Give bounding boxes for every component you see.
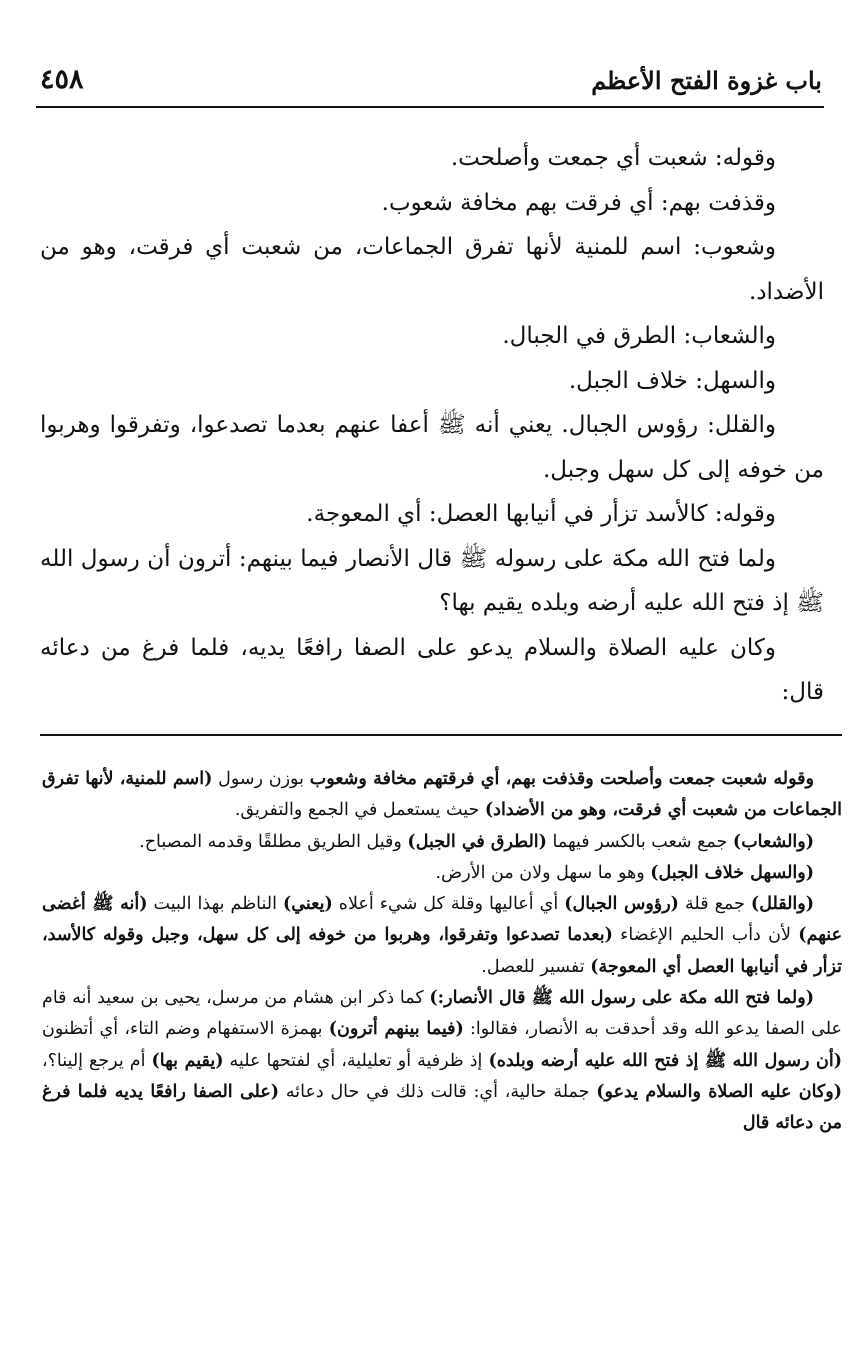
commentary-section	[42, 764, 842, 1140]
explanation-text: جملة حالية، أي: قالت ذلك في حال دعائه	[279, 1081, 597, 1102]
main-paragraph: ولما فتح الله مكة على رسوله ﷺ قال الأنصار فيما بينهم: أترون أن رسول الله ﷺ إذ فتح الله عليه أرضه وبلده يقيم بها؟	[40, 545, 824, 616]
quoted-text: (اسم للمنية، لأنها تفرق الجماعات من شعبت أي فرقت، وهو من الأضداد)	[42, 769, 842, 821]
commentary-paragraph	[42, 983, 842, 1139]
quoted-text: وقوله شعبت جمعت وأصلحت وقذفت بهم، أي فرقتهم مخافة وشعوب	[309, 769, 814, 789]
quoted-text: (بعدما تصدعوا وتفرقوا، وهربوا من خوفه إلى كل سهل، وجبل وقوله كالأسد، تزأر في أنيابها العصل أي المعوجة)	[42, 925, 842, 977]
main-text	[40, 136, 824, 715]
main-paragraph: وقوله: شعبت أي جمعت وأصلحت.	[450, 145, 776, 171]
explanation-text: الناظم بهذا البيت	[147, 894, 283, 915]
explanation-text: جمع شعب بالكسر فيهما	[546, 831, 733, 852]
chapter-title: باب غزوة الفتح الأعظم	[591, 66, 822, 95]
page-header	[36, 56, 824, 108]
quoted-text: (والقلل)	[750, 894, 815, 915]
explanation-text: تفسير للعصل.	[481, 956, 591, 977]
explanation-text: أي أعاليها وقلة كل شيء أعلاه	[332, 894, 565, 915]
quoted-text: (يعني)	[283, 894, 333, 915]
explanation-text: بوزن رسول	[212, 769, 310, 789]
commentary-paragraph	[42, 827, 842, 858]
explanation-text: حيث يستعمل في الجمع والتفريق.	[234, 800, 485, 821]
quoted-text: (وكان عليه الصلاة والسلام يدعو)	[596, 1081, 842, 1102]
footnote-divider	[40, 734, 842, 736]
main-paragraph: وكان عليه الصلاة والسلام يدعو على الصفا رافعًا يديه، فلما فرغ من دعائه قال:	[40, 634, 824, 705]
main-paragraph: وقذفت بهم: أي فرقت بهم مخافة شعوب.	[381, 189, 776, 216]
explanation-text: وهو ما سهل ولان من الأرض.	[435, 862, 651, 883]
main-paragraph: والسهل: خلاف الجبل.	[568, 367, 776, 394]
explanation-text: إذ ظرفية أو تعليلية، أي لفتحها عليه	[223, 1050, 489, 1071]
main-paragraph: والقلل: رؤوس الجبال. يعني أنه ﷺ أعفا عنهم بعدما تصدعوا، وتفرقوا وهربوا من خوفه إلى كل سهل وجبل.	[40, 412, 824, 483]
commentary-paragraph	[42, 889, 842, 983]
explanation-text: وقيل الطريق مطلقًا وقدمه المصباح.	[139, 831, 408, 852]
main-paragraph: وقوله: كالأسد تزأر في أنيابها العصل: أي المعوجة.	[306, 501, 776, 527]
quoted-text: (والشعاب)	[732, 831, 814, 852]
quoted-text: (رؤوس الجبال)	[564, 894, 679, 915]
explanation-text: أم يرجع إلينا؟،	[42, 1050, 152, 1071]
explanation-text: جمع قلة	[678, 894, 751, 915]
quoted-text: (فيما بينهم أترون)	[328, 1019, 464, 1040]
quoted-text: (أنه ﷺ أغضى عنهم)	[42, 894, 843, 946]
explanation-text: لأن دأب الحليم الإغضاء	[612, 925, 799, 946]
explanation-text: بهمزة الاستفهام وضم التاء، أي أتظنون	[42, 1019, 329, 1040]
explanation-text: كما ذكر ابن هشام من مرسل، يحيى بن سعيد أنه قام على الصفا يدعو الله وقد أحدقت به الأنصار، فقالوا:	[42, 988, 842, 1040]
quoted-text: (والسهل خلاف الجبل)	[650, 862, 814, 883]
main-paragraph: والشعاب: الطرق في الجبال.	[502, 323, 776, 349]
quoted-text: (ولما فتح الله مكة على رسول الله ﷺ قال الأنصار:)	[429, 988, 814, 1009]
quoted-text: (على الصفا رافعًا يديه فلما فرغ من دعائه قال	[42, 1081, 842, 1134]
quoted-text: (الطرق في الجبل)	[407, 831, 547, 852]
page-number: ٤٥٨	[40, 64, 84, 95]
commentary-paragraph	[42, 858, 842, 889]
quoted-text: (أن رسول الله ﷺ إذ فتح الله عليه أرضه وبلده)	[488, 1050, 842, 1071]
commentary-paragraph	[42, 764, 842, 827]
main-paragraph: وشعوب: اسم للمنية لأنها تفرق الجماعات، من شعبت أي فرقت، وهو من الأضداد.	[40, 234, 824, 305]
quoted-text: (يقيم بها)	[151, 1050, 224, 1071]
